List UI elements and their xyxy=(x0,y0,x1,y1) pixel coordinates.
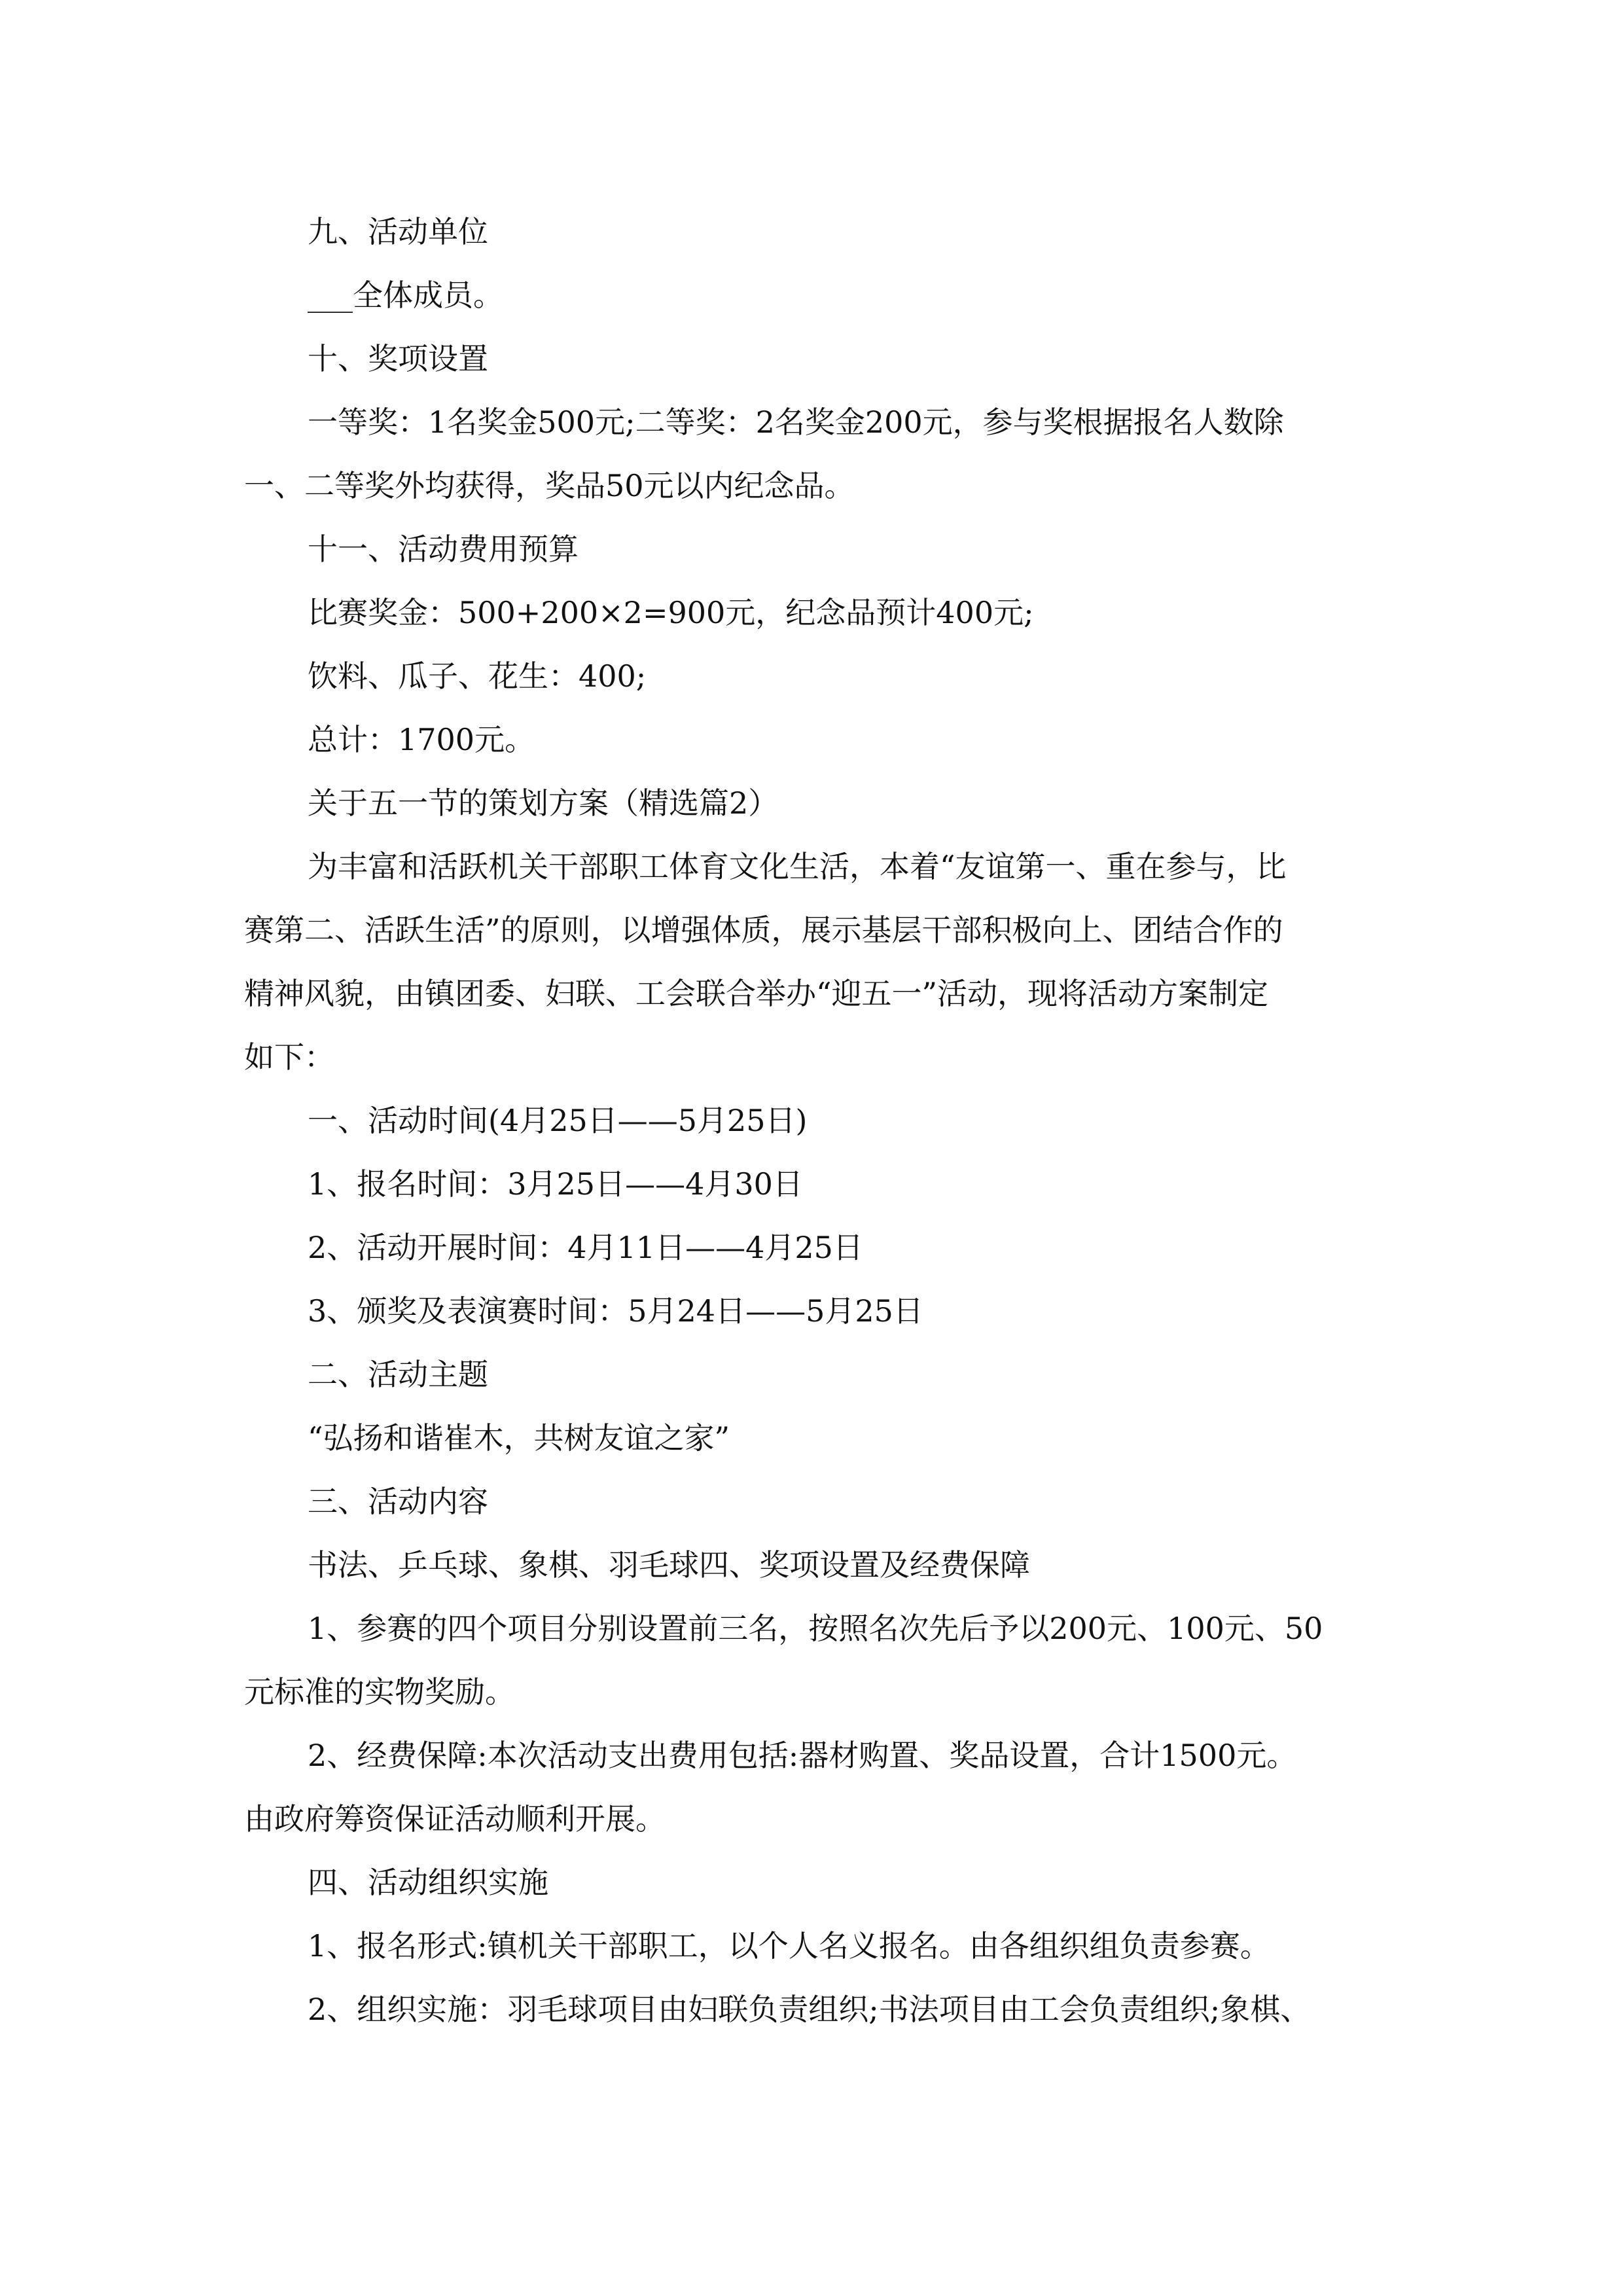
paragraph-line: 1、报名形式:镇机关干部职工，以个人名义报名。由各组织组负责参赛。 xyxy=(308,1928,1270,1964)
paragraph-line: 关于五一节的策划方案（精选篇2） xyxy=(308,785,779,821)
paragraph-line: 饮料、瓜子、花生：400; xyxy=(308,658,647,694)
paragraph-line: 比赛奖金：500+200×2=900元，纪念品预计400元; xyxy=(308,595,1034,630)
paragraph-line: 一、二等奖外均获得，奖品50元以内纪念品。 xyxy=(244,468,855,503)
paragraph-line: 一、活动时间(4月25日——5月25日) xyxy=(308,1103,808,1138)
paragraph-line: 赛第二、活跃生活”的原则，以增强体质，展示基层干部积极向上、团结合作的 xyxy=(244,912,1283,948)
document-body xyxy=(244,200,1386,2041)
paragraph-line: 2、活动开展时间：4月11日——4月25日 xyxy=(308,1230,863,1265)
paragraph-line: 2、组织实施：羽毛球项目由妇联负责组织;书法项目由工会负责组织;象棋、 xyxy=(308,1992,1311,2027)
paragraph-line: 元标准的实物奖励。 xyxy=(244,1674,515,1710)
paragraph-line: 由政府筹资保证活动顺利开展。 xyxy=(244,1801,666,1837)
paragraph-line: 三、活动内容 xyxy=(308,1484,488,1519)
paragraph-line: 1、参赛的四个项目分别设置前三名，按照名次先后予以200元、100元、50 xyxy=(308,1611,1323,1646)
paragraph-line: 二、活动主题 xyxy=(308,1357,488,1392)
paragraph-line: 十一、活动费用预算 xyxy=(308,531,579,567)
paragraph-line: “弘扬和谐崔木，共树友谊之家” xyxy=(308,1420,730,1456)
paragraph-line: ___全体成员。 xyxy=(308,278,503,313)
paragraph-line: 十、奖项设置 xyxy=(308,341,488,376)
paragraph-line: 精神风貌，由镇团委、妇联、工会联合举办“迎五一”活动，现将活动方案制定 xyxy=(244,976,1269,1011)
paragraph-line: 总计：1700元。 xyxy=(308,722,535,757)
paragraph-line: 四、活动组织实施 xyxy=(308,1865,548,1900)
paragraph-line: 为丰富和活跃机关干部职工体育文化生活，本着“友谊第一、重在参与，比 xyxy=(308,849,1287,884)
paragraph-line: 一等奖：1名奖金500元;二等奖：2名奖金200元，参与奖根据报名人数除 xyxy=(308,404,1284,440)
paragraph-line: 1、报名时间：3月25日——4月30日 xyxy=(308,1166,803,1202)
paragraph-line: 3、颁奖及表演赛时间：5月24日——5月25日 xyxy=(308,1293,923,1329)
paragraph-line: 2、经费保障:本次活动支出费用包括:器材购置、奖品设置，合计1500元。 xyxy=(308,1738,1297,1773)
paragraph-line: 九、活动单位 xyxy=(308,214,488,249)
paragraph-line: 书法、乒乓球、象棋、羽毛球四、奖项设置及经费保障 xyxy=(308,1547,1030,1583)
paragraph-line: 如下： xyxy=(244,1039,334,1075)
